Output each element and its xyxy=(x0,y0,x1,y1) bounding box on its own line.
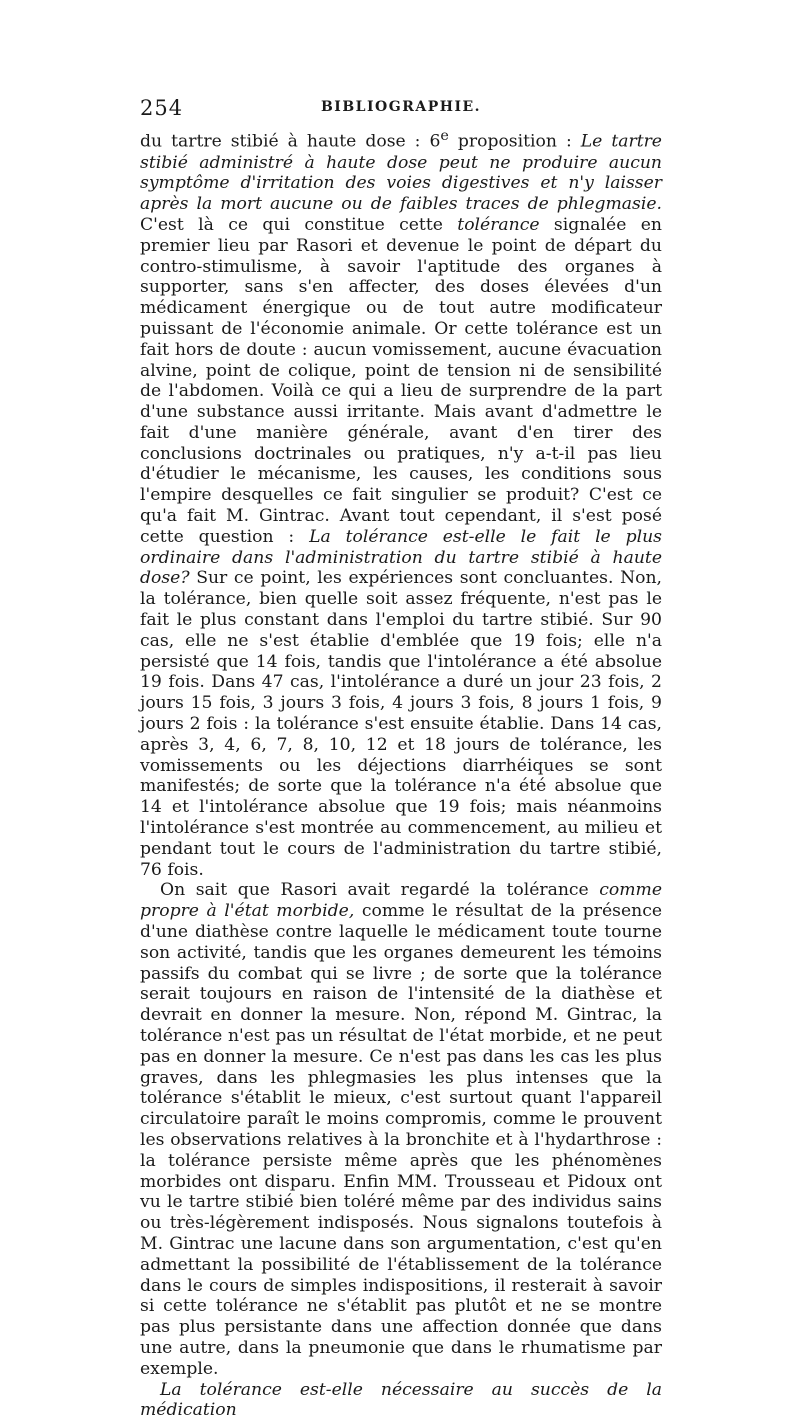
italic-text: La tolérance est-elle le fait le plus ordinaire dans l'administration du tartre stibié à haute dose? xyxy=(140,526,662,589)
paragraph xyxy=(140,880,662,1379)
text-run: proposition : xyxy=(448,131,581,152)
paragraph xyxy=(140,126,662,880)
superscript: e xyxy=(440,128,449,144)
text-run: On sait que Rasori avait regardé la tolérance xyxy=(160,880,600,901)
italic-text: tolérance xyxy=(457,214,540,235)
text-run: du tartre stibié à haute dose : 6 xyxy=(140,131,441,152)
page-number: 254 xyxy=(140,96,184,120)
body-text xyxy=(140,126,662,1421)
italic-text: Le tartre stibié administré à haute dose peut ne produire aucun symptôme d'irritation des voies digestives et n'y laisser après la mort aucune ou de faibles traces de phlegmasie. xyxy=(140,131,662,215)
italic-text: comme propre à l'état morbide, xyxy=(140,880,662,922)
italic-text: La tolérance est-elle nécessaire au succès de la médication xyxy=(140,1379,662,1421)
running-title: BIBLIOGRAPHIE. xyxy=(320,99,482,115)
text-run: comme le résultat de la présence d'une diathèse contre laquelle le médicament toute tourne son activité, tandis que les organes demeurent les témoins passifs du combat qui se livre ; de sorte que la tolérance serait toujours en raison de l'intensité de la diathèse et devrait en donner la mesure. Non, répond M. Gintrac, la tolérance n'est pas un résultat de l'état morbide, et ne peut pas en donner la mesure. Ce n'est pas dans les cas les plus graves, dans les phlegmasies les plus intenses que la tolérance s'établit le mieux, c'est surtout quant l'appareil circulatoire paraît le moins compromis, comme le prouvent les observations relatives à la bronchite et à l'hydarthrose : la tolérance persiste même après que les phénomènes morbides ont disparu. Enfin MM. Trousseau et Pidoux ont vu le tartre stibié bien toléré même par des individus sains ou très-légèrement indisposés. Nous signalons toutefois à M. Gintrac une lacune dans son argumentation, c'est qu'en admettant la possibilité de l'établissement de la tolérance dans le cours de simples indispositions, il resterait à savoir si cette tolérance ne s'établit pas plutôt et ne se montre pas plus persistante dans une affection donnée que dans une autre, dans la pneumonie que dans le rhumatisme par exemple. xyxy=(140,901,662,1379)
paragraph xyxy=(140,1380,662,1421)
page-header xyxy=(140,96,662,122)
text-run: Sur ce point, les expériences sont concluantes. Non, la tolérance, bien quelle soit assez fréquente, n'est pas le fait le plus constant dans l'emploi du tartre stibié. Sur 90 cas, elle ne s'est établie d'emblée que 19 fois; elle n'a persisté que 14 fois, tandis que l'intolérance a été absolue 19 fois. Dans 47 cas, l'intolérance a duré un jour 23 fois, 2 jours 15 fois, 3 jours 3 fois, 4 jours 3 fois, 8 jours 1 fois, 9 jours 2 fois : la tolérance s'est ensuite établie. Dans 14 cas, après 3, 4, 6, 7, 8, 10, 12 et 18 jours de tolérance, les vomissements ou les déjections diarrhéiques se sont manifestés; de sorte que la tolérance n'a été absolue que 14 et l'intolérance absolue que 19 fois; mais néanmoins l'intolérance s'est montrée au commencement, au milieu et pendant tout le cours de l'administration du tartre stibié, 76 fois. xyxy=(140,568,662,880)
text-run: C'est là ce qui constitue cette xyxy=(140,214,458,235)
text-run: signalée en premier lieu par Rasori et devenue le point de départ du contro-stimulisme, à savoir l'aptitude des organes à supporter, sans s'en affecter, des doses élevées d'un médicament énergique ou de tout autre modificateur puissant de l'économie animale. Or cette tolérance est un fait hors de doute : aucun vomissement, aucune évacuation alvine, point de colique, point de tension ni de sensibilité de l'abdomen. Voilà ce qui a lieu de surprendre de la part d'une substance aussi irritante. Mais avant d'admettre le fait d'une manière générale, avant d'en tirer des conclusions doctrinales ou pratiques, n'y a-t-il pas lieu d'étudier le mécanisme, les causes, les conditions sous l'empire desquelles ce fait singulier se produit? C'est ce qu'a fait M. Gintrac. Avant tout cependant, il s'est posé cette question : xyxy=(140,214,662,547)
